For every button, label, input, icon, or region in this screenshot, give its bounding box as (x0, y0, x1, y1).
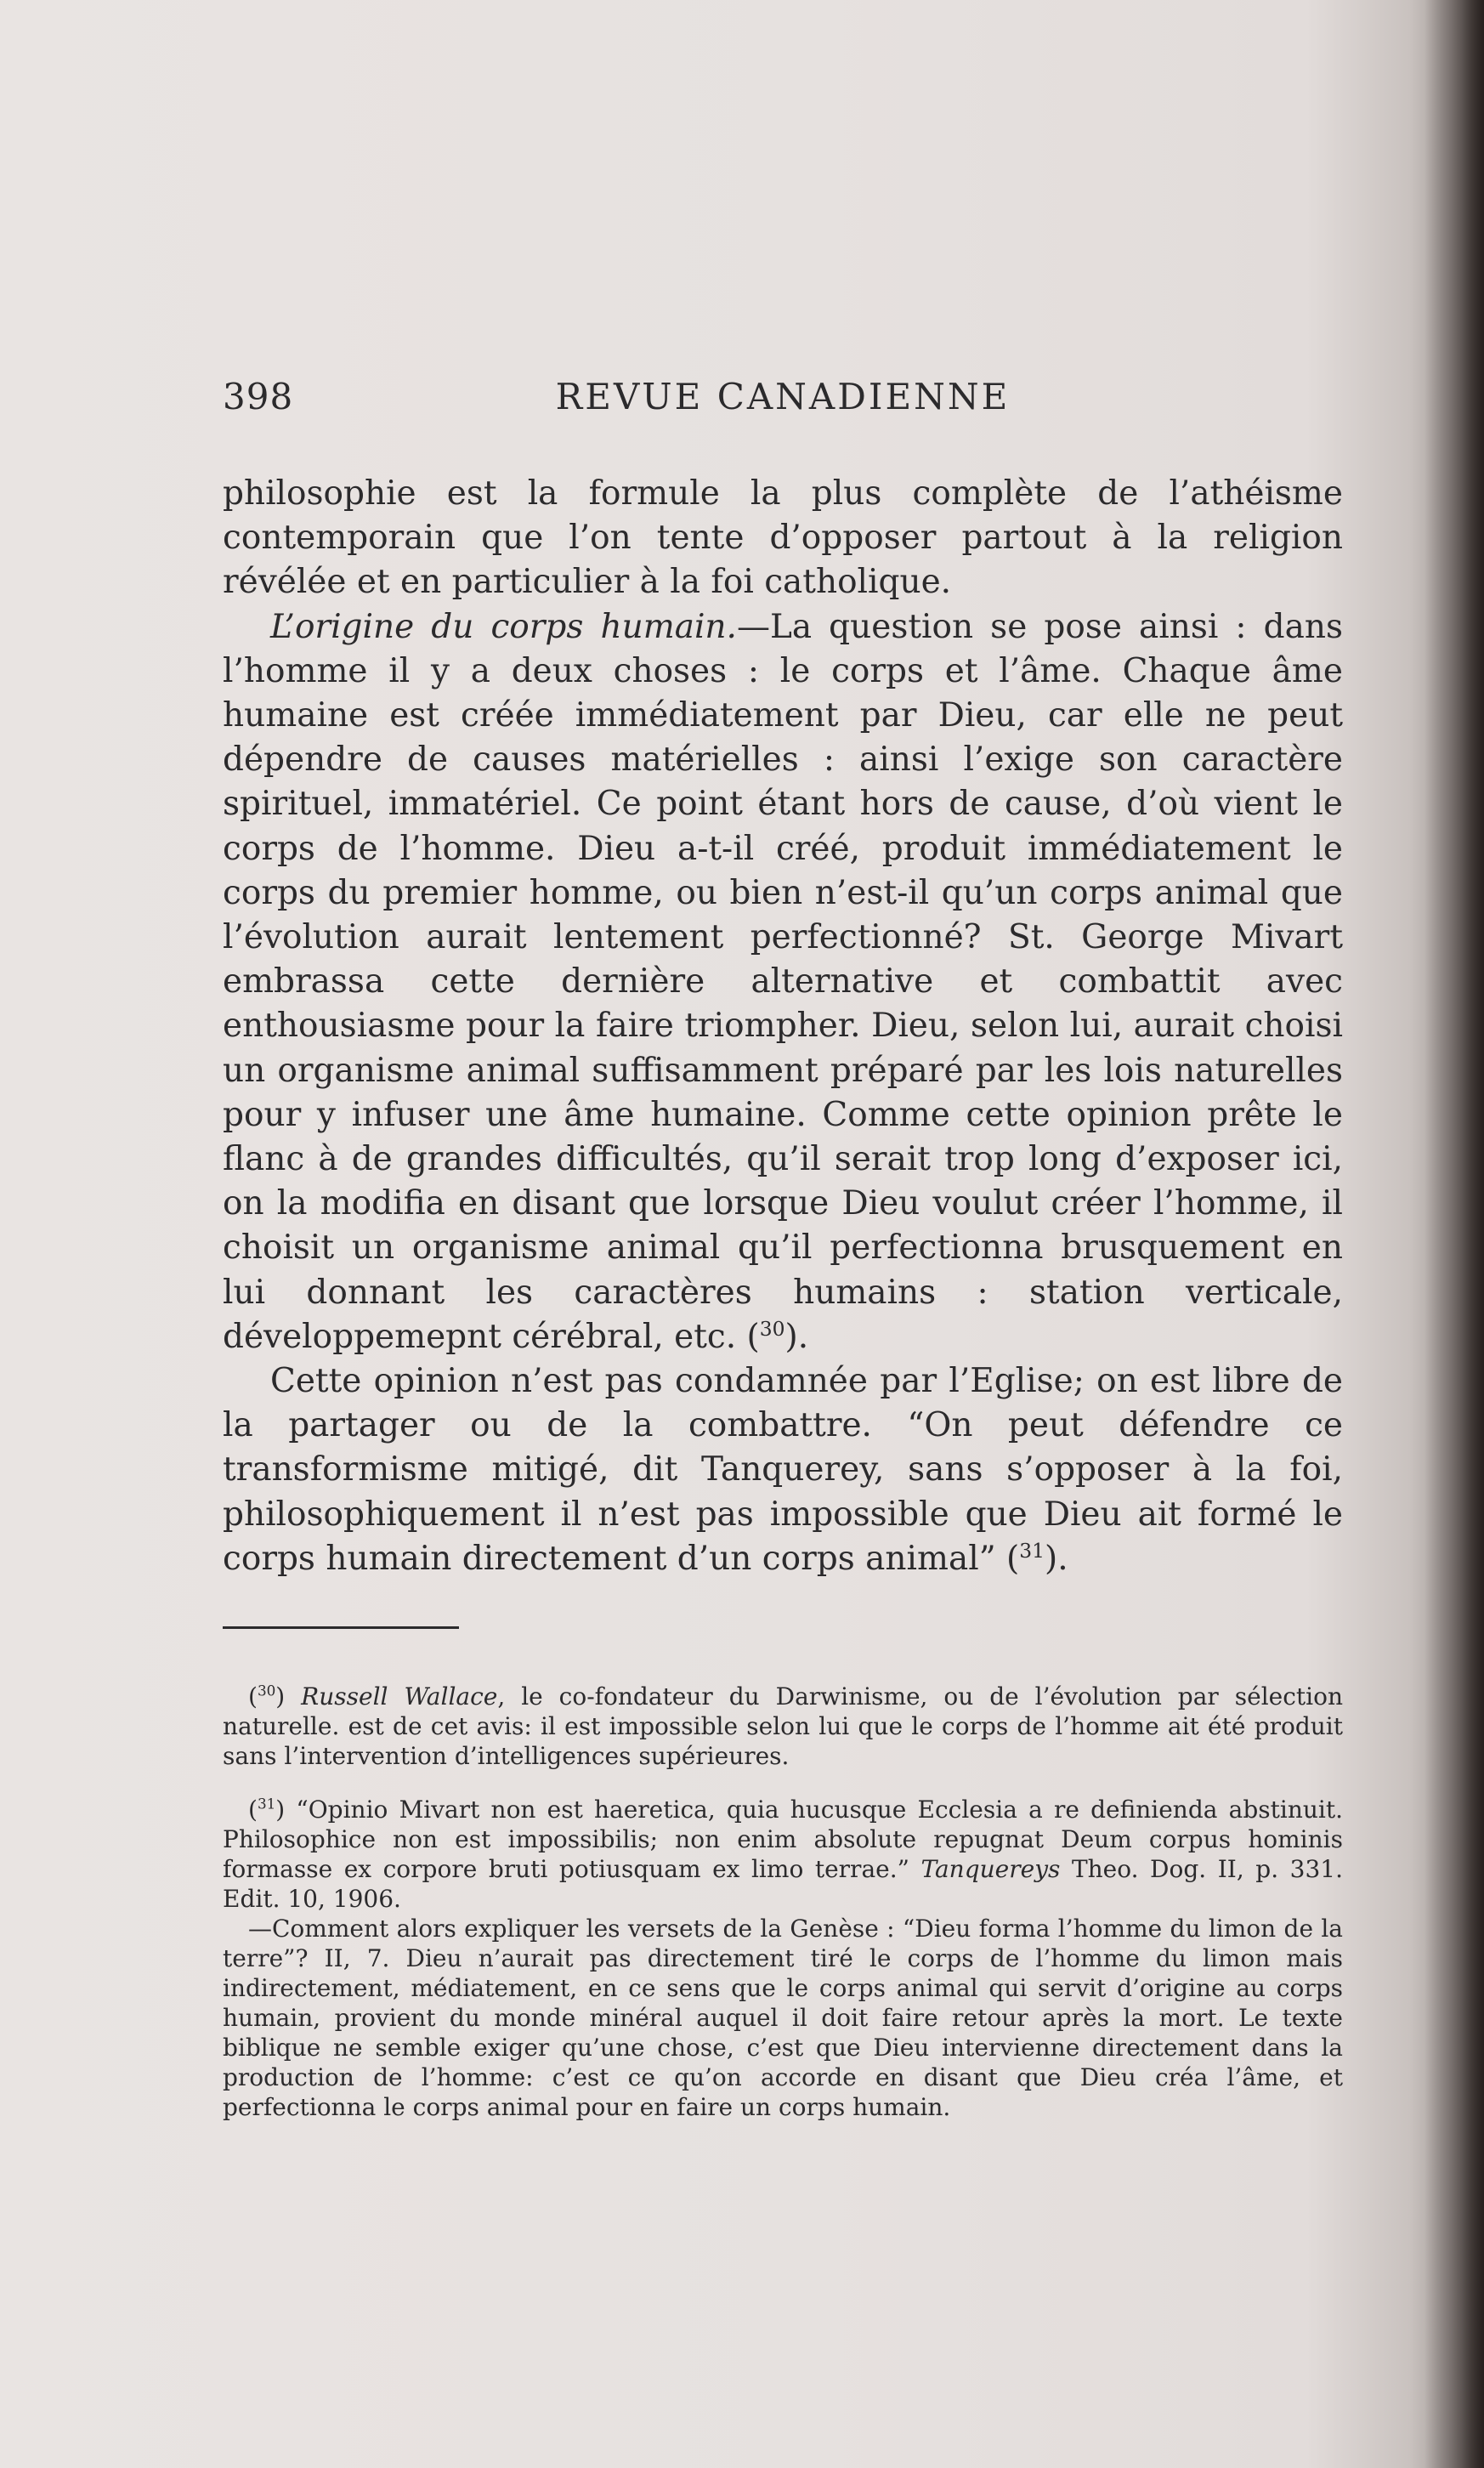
footnotes (223, 1682, 1343, 2122)
footnote-divider (223, 1626, 459, 1629)
running-title: REVUE CANADIENNE (555, 376, 1011, 417)
footnote-31-continuation: —Comment alors expliquer les versets de la Genèse : “Dieu forma l’homme du limon de la terre”? II, 7. Dieu n’aurait pas directement tiré le corps de l’homme du limon mais indirectement, médiatement, en ce sens que le corps animal qui servit d’origine au corps humain, provient du monde minéral auquel il doit faire retour après la mort. Le texte biblique ne semble exiger qu’une chose, c’est que Dieu intervienne directement dans la production de l’homme: c’est ce qu’on accorde en disant que Dieu créa l’âme, et perfectionna le corps animal pour en faire un corps humain. (223, 1915, 1343, 2121)
footnote-30-author: Russell Wallace (301, 1682, 498, 1711)
footnote-ref-30: ($^{30}$). (746, 1316, 809, 1356)
footnote-30: ($^{30}$) Russell Wallace, le co-fondateur du Darwinisme, ou de l’évolution par sélection naturelle. est de cet avis: il est impossible selon lui que le corps de l’homme ait été produit sans l’intervention d’intelligences supérieures. (223, 1682, 1343, 1770)
page-edge-shadow (1425, 0, 1484, 2468)
footnote-30-text: , le co-fondateur du Darwinisme, ou de l’évolution par sélection naturelle. est de cet avis: il est impossible selon lui que le corps de l’homme ait été produit sans l’intervention d’intelligences supérieures. (223, 1682, 1343, 1770)
section-heading: L’origine du corps humain. (270, 607, 737, 646)
footnote-ref-31: ($^{31}$). (1006, 1538, 1068, 1578)
footnote-31-mark: 31 (257, 1795, 276, 1813)
footnote-31-text: “Opinio Mivart non est haeretica, quia hucusque Ecclesia a re definienda abstinuit. Philosophice non est impossibilis; non enim absolute repugnat Deum corpus hominis formasse ex corpore bruti potiusquam ex limo terrae.” (223, 1796, 1344, 1883)
paragraph-3 (223, 1359, 1343, 1581)
page-header (223, 376, 1343, 435)
footnote-31-source: Tanquereys (920, 1855, 1061, 1883)
paragraph-3-text: Cette opinion n’est pas condamnée par l’Eglise; on est libre de la partager ou de la combattre. “On peut défendre ce transformisme mitigé, dit Tanquerey, sans s’opposer à la foi, philosophiquement il n’est pas impossible que Dieu ait formé le corps humain directement d’un corps animal” (223, 1362, 1343, 1578)
body-text (223, 472, 1343, 1581)
footnote-30-mark: 30 (257, 1682, 276, 1699)
paragraph-2 (223, 605, 1343, 1359)
footnote-31: ($^{31}$) “Opinio Mivart non est haeretica, quia hucusque Ecclesia a re definienda abstinuit. Philosophice non est impossibilis; non enim absolute repugnat Deum corpus hominis formasse ex corpore bruti potiusquam ex limo terrae.” Tanquereys Theo. Dog. II, p. 331. Edit. 10, 1906. (223, 1795, 1344, 1913)
footnote-31-citation: Theo. Dog. II, p. 331. Edit. 10, 1906. (223, 1855, 1344, 1913)
paragraph-2-text: —La question se pose ainsi : dans l’homme il y a deux choses : le corps et l’âme. Chaque âme humaine est créée immédiatement par Dieu, car elle ne peut dépendre de causes matérielles : ainsi l’exige son caractère spirituel, immatériel. Ce point étant hors de cause, d’où vient le corps de l’homme. Dieu a-t-il créé, produit immédiatement le corps du premier homme, ou bien n’est-il qu’un corps animal que l’évolution aurait lentement perfectionné? St. George Mivart embrassa cette dernière alternative et combattit avec enthousiasme pour la faire triompher. Dieu, selon lui, aurait choisi un organisme animal suffisamment préparé par les lois naturelles pour y infuser une âme humaine. Comme cette opinion prête le flanc à de grandes difficultés, qu’il serait trop long d’exposer ici, on la modifia en disant que lorsque Dieu voulut créer l’homme, il choisit un organisme animal qu’il perfectionna brusquement en lui donnant les caractères humains : station verticale, développemepnt cérébral, etc. (223, 607, 1343, 1356)
page-number: 398 (223, 376, 294, 417)
paragraph-1: philosophie est la formule la plus complète de l’athéisme contemporain que l’on tente d’opposer partout à la religion révélée et en particulier à la foi catholique. (223, 474, 1343, 602)
